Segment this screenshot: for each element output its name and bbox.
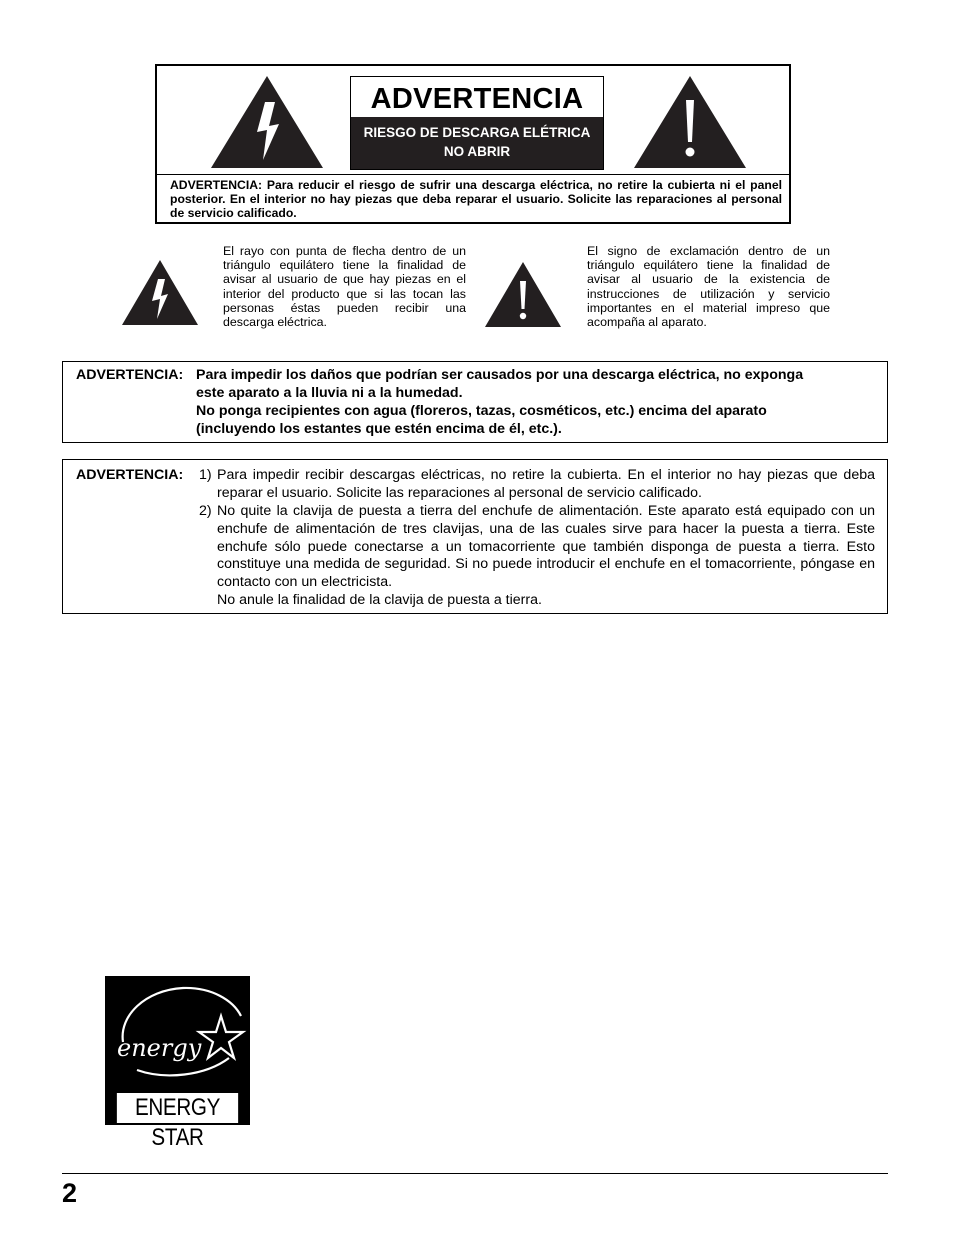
moisture-warning-line: este aparato a la lluvia ni a la humedad. xyxy=(196,385,463,401)
moisture-warning-line: No ponga recipientes con agua (floreros, tazas, cosméticos, etc.) encima del aparato xyxy=(196,403,767,419)
warning-label-subtitle-1: RIESGO DE DESCARGA ELÉTRICA xyxy=(363,125,591,140)
energy-star-logo xyxy=(105,976,250,1151)
warning-item-text xyxy=(217,503,875,610)
energy-star-label: ENERGY STAR xyxy=(117,1093,238,1123)
exclamation-warning-icon xyxy=(484,261,562,328)
warning-label xyxy=(350,76,604,170)
exclamation-warning-icon xyxy=(632,74,748,170)
electrical-warning-box xyxy=(62,459,888,614)
page-number: 2 xyxy=(62,1178,78,1208)
moisture-warning-label: ADVERTENCIA: xyxy=(76,367,184,383)
electrical-warning-label: ADVERTENCIA: xyxy=(76,467,184,483)
footer-rule xyxy=(62,1173,888,1174)
warning-label-divider xyxy=(157,174,789,175)
lightning-symbol-explanation: El rayo con punta de flecha dentro de un triángulo equilátero tiene la finalidad de avisar al usuario de que hay piezas en el interior del producto que si las tocan las personas éstas pueden recibir una descarga eléctrica. xyxy=(223,244,466,330)
high-voltage-icon xyxy=(209,74,325,170)
exclamation-symbol-explanation: El signo de exclamación dentro de un triángulo equilátero tiene la finalidad de avisar al usuario de la existencia de instrucciones de utilización y servicio importantes en el material impreso que acompaña al aparato. xyxy=(587,244,830,330)
warning-label-subtitle-2: NO ABRIR xyxy=(443,144,511,159)
moisture-warning-box xyxy=(62,361,888,443)
moisture-warning-line: Para impedir los daños que podrían ser causados por una descarga eléctrica, no exponga xyxy=(196,367,804,383)
moisture-warning-line: (incluyendo los estantes que estén encima de él, etc.). xyxy=(196,421,562,437)
warning-item-text-body: No quite la clavija de puesta a tierra del enchufe de alimentación. Este aparato está equipado con un enchufe de alimentación de tres clavijas, una de las cuales sirve para hacer la puesta a tierra. Este enchufe sólo puede conectarse a un tomacorriente que también disponga de puesta a tierra. Esto constituye una medida de seguridad. Si no puede introducir el enchufe en el tomacorriente, póngase en contacto con un electricista. xyxy=(217,503,875,591)
energy-script-text: energy xyxy=(117,1034,202,1062)
warning-label-title: ADVERTENCIA xyxy=(370,83,584,115)
warning-label-band xyxy=(351,117,603,169)
warning-item-text-last: No anule la finalidad de la clavija de puesta a tierra. xyxy=(217,591,542,608)
warning-item-number: 2) xyxy=(199,503,212,519)
high-voltage-icon xyxy=(121,259,199,326)
warning-label-note: ADVERTENCIA: Para reducir el riesgo de sufrir una descarga eléctrica, no retire la cubierta ni el panel posterior. En el interior no hay piezas que deba reparar el usuario. Solicite las reparaciones al personal de servicio calificado. xyxy=(170,178,782,220)
warning-item-number: 1) xyxy=(199,467,212,483)
warning-item-text: Para impedir recibir descargas eléctricas, no retire la cubierta. En el interior no hay piezas que deba reparar el usuario. Solicite las reparaciones al personal de servicio calificado. xyxy=(217,467,875,501)
energy-star-emblem-icon xyxy=(105,976,250,1084)
warning-label-box xyxy=(155,64,791,224)
